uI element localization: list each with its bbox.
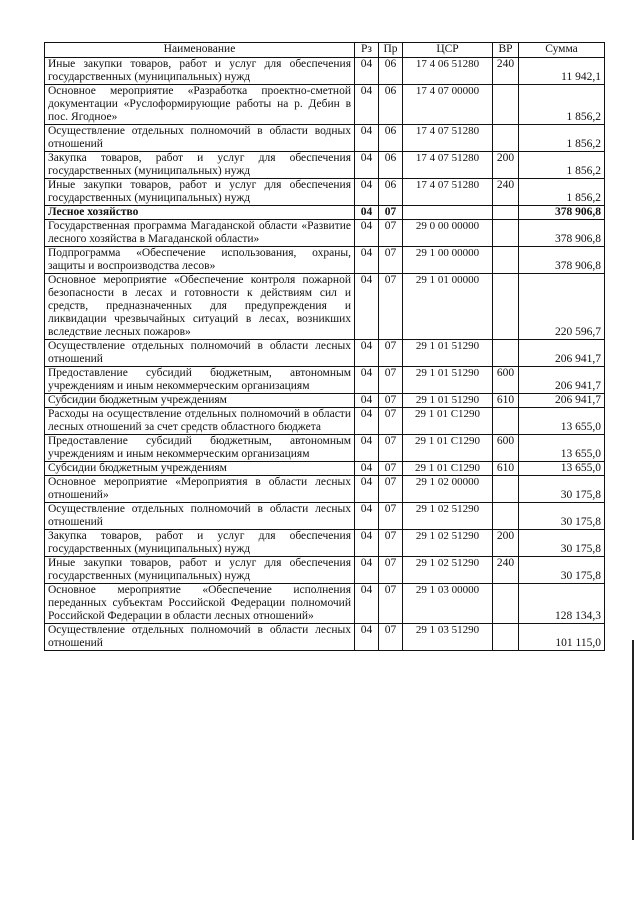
cell-pr: 07 xyxy=(379,340,403,367)
table-row xyxy=(45,435,605,462)
cell-sum: 30 175,8 xyxy=(519,557,605,584)
cell-sum: 30 175,8 xyxy=(519,503,605,530)
cell-rz: 04 xyxy=(355,58,379,85)
cell-csr: 17 4 07 51280 xyxy=(403,125,493,152)
cell-rz: 04 xyxy=(355,340,379,367)
cell-pr: 06 xyxy=(379,85,403,125)
cell-vr xyxy=(493,274,519,340)
cell-sum: 206 941,7 xyxy=(519,367,605,394)
cell-name: Предоставление субсидий бюджетным, автономным учреждениям и иным некоммерческим организациям xyxy=(45,435,355,462)
cell-name: Субсидии бюджетным учреждениям xyxy=(45,394,355,408)
cell-pr: 07 xyxy=(379,557,403,584)
table-row xyxy=(45,476,605,503)
cell-csr: 29 1 02 51290 xyxy=(403,530,493,557)
cell-name: Осуществление отдельных полномочий в области водных отношений xyxy=(45,125,355,152)
table-row xyxy=(45,125,605,152)
cell-csr: 29 1 01 51290 xyxy=(403,340,493,367)
cell-csr: 29 1 01 С1290 xyxy=(403,408,493,435)
cell-pr: 07 xyxy=(379,462,403,476)
table-body xyxy=(45,58,605,651)
cell-pr: 07 xyxy=(379,584,403,624)
table-row xyxy=(45,152,605,179)
budget-table-page xyxy=(44,42,604,651)
cell-csr: 29 0 00 00000 xyxy=(403,220,493,247)
table-row xyxy=(45,340,605,367)
cell-name: Закупка товаров, работ и услуг для обеспечения государственных (муниципальных) нужд xyxy=(45,530,355,557)
cell-pr: 07 xyxy=(379,503,403,530)
cell-sum: 13 655,0 xyxy=(519,435,605,462)
cell-sum: 1 856,2 xyxy=(519,125,605,152)
cell-vr xyxy=(493,220,519,247)
cell-name: Основное мероприятие «Разработка проектно-сметной документации «Руслоформирующие работы на р. Дебин в пос. Ягодное» xyxy=(45,85,355,125)
cell-name: Государственная программа Магаданской области «Развитие лесного хозяйства в Магаданской области» xyxy=(45,220,355,247)
cell-csr: 29 1 01 51290 xyxy=(403,367,493,394)
cell-csr: 17 4 07 51280 xyxy=(403,152,493,179)
cell-vr: 240 xyxy=(493,58,519,85)
cell-vr: 200 xyxy=(493,530,519,557)
cell-name: Иные закупки товаров, работ и услуг для обеспечения государственных (муниципальных) нужд xyxy=(45,179,355,206)
cell-csr xyxy=(403,206,493,220)
cell-vr xyxy=(493,503,519,530)
table-header-row xyxy=(45,43,605,58)
cell-rz: 04 xyxy=(355,206,379,220)
cell-sum: 13 655,0 xyxy=(519,408,605,435)
cell-sum: 206 941,7 xyxy=(519,340,605,367)
cell-csr: 17 4 06 51280 xyxy=(403,58,493,85)
cell-name: Подпрограмма «Обеспечение использования, охраны, защиты и воспроизводства лесов» xyxy=(45,247,355,274)
table-row xyxy=(45,624,605,651)
cell-sum: 30 175,8 xyxy=(519,476,605,503)
header-pr: Пр xyxy=(379,43,403,58)
cell-pr: 07 xyxy=(379,274,403,340)
cell-rz: 04 xyxy=(355,530,379,557)
header-csr: ЦСР xyxy=(403,43,493,58)
table-row xyxy=(45,557,605,584)
cell-rz: 04 xyxy=(355,247,379,274)
cell-sum: 1 856,2 xyxy=(519,179,605,206)
cell-rz: 04 xyxy=(355,584,379,624)
cell-vr: 610 xyxy=(493,462,519,476)
cell-csr: 29 1 01 51290 xyxy=(403,394,493,408)
cell-pr: 06 xyxy=(379,58,403,85)
cell-rz: 04 xyxy=(355,274,379,340)
cell-csr: 29 1 03 00000 xyxy=(403,584,493,624)
header-rz: Рз xyxy=(355,43,379,58)
cell-sum: 378 906,8 xyxy=(519,247,605,274)
cell-sum: 378 906,8 xyxy=(519,220,605,247)
cell-pr: 07 xyxy=(379,530,403,557)
table-row xyxy=(45,179,605,206)
cell-pr: 07 xyxy=(379,624,403,651)
cell-vr xyxy=(493,125,519,152)
cell-csr: 29 1 03 51290 xyxy=(403,624,493,651)
cell-name: Лесное хозяйство xyxy=(45,206,355,220)
cell-sum: 13 655,0 xyxy=(519,462,605,476)
cell-csr: 29 1 02 51290 xyxy=(403,503,493,530)
table-row xyxy=(45,367,605,394)
cell-vr: 200 xyxy=(493,152,519,179)
cell-rz: 04 xyxy=(355,394,379,408)
cell-name: Основное мероприятие «Обеспечение исполнения переданных субъектам Российской Федерации полномочий Российской Федерации в области лесных отношений» xyxy=(45,584,355,624)
cell-name: Предоставление субсидий бюджетным, автономным учреждениям и иным некоммерческим организациям xyxy=(45,367,355,394)
cell-sum: 1 856,2 xyxy=(519,152,605,179)
cell-rz: 04 xyxy=(355,462,379,476)
cell-rz: 04 xyxy=(355,152,379,179)
cell-pr: 06 xyxy=(379,125,403,152)
cell-pr: 06 xyxy=(379,152,403,179)
cell-sum: 378 906,8 xyxy=(519,206,605,220)
table-row xyxy=(45,206,605,220)
cell-name: Осуществление отдельных полномочий в области лесных отношений xyxy=(45,340,355,367)
cell-csr: 17 4 07 51280 xyxy=(403,179,493,206)
cell-vr xyxy=(493,408,519,435)
cell-name: Иные закупки товаров, работ и услуг для обеспечения государственных (муниципальных) нужд xyxy=(45,58,355,85)
cell-csr: 29 1 01 00000 xyxy=(403,274,493,340)
cell-csr: 29 1 00 00000 xyxy=(403,247,493,274)
cell-pr: 06 xyxy=(379,179,403,206)
cell-name: Закупка товаров, работ и услуг для обеспечения государственных (муниципальных) нужд xyxy=(45,152,355,179)
cell-name: Осуществление отдельных полномочий в области лесных отношений xyxy=(45,503,355,530)
cell-name: Основное мероприятие «Мероприятия в области лесных отношений» xyxy=(45,476,355,503)
cell-vr: 610 xyxy=(493,394,519,408)
cell-name: Основное мероприятие «Обеспечение контроля пожарной безопасности в лесах и готовности к действиям сил и средств, предназначенных для предупреждения и ликвидации чрезвычайных ситуаций в лесах, возникших вследствие лесных пожаров» xyxy=(45,274,355,340)
cell-rz: 04 xyxy=(355,476,379,503)
cell-vr xyxy=(493,85,519,125)
cell-rz: 04 xyxy=(355,408,379,435)
cell-csr: 29 1 02 51290 xyxy=(403,557,493,584)
table-row xyxy=(45,394,605,408)
cell-sum: 1 856,2 xyxy=(519,85,605,125)
header-sum: Сумма xyxy=(519,43,605,58)
scan-edge-line xyxy=(632,640,634,840)
cell-pr: 07 xyxy=(379,220,403,247)
budget-table xyxy=(44,42,605,651)
cell-csr: 29 1 01 С1290 xyxy=(403,435,493,462)
cell-vr: 240 xyxy=(493,557,519,584)
cell-rz: 04 xyxy=(355,125,379,152)
cell-csr: 29 1 02 00000 xyxy=(403,476,493,503)
cell-name: Расходы на осуществление отдельных полномочий в области лесных отношений за счет средств областного бюджета xyxy=(45,408,355,435)
cell-vr xyxy=(493,476,519,503)
cell-name: Субсидии бюджетным учреждениям xyxy=(45,462,355,476)
table-row xyxy=(45,530,605,557)
cell-pr: 07 xyxy=(379,367,403,394)
table-row xyxy=(45,220,605,247)
cell-csr: 17 4 07 00000 xyxy=(403,85,493,125)
cell-vr xyxy=(493,206,519,220)
cell-vr xyxy=(493,624,519,651)
table-row xyxy=(45,85,605,125)
cell-sum: 30 175,8 xyxy=(519,530,605,557)
cell-name: Осуществление отдельных полномочий в области лесных отношений xyxy=(45,624,355,651)
table-row xyxy=(45,408,605,435)
cell-sum: 101 115,0 xyxy=(519,624,605,651)
header-name: Наименование xyxy=(45,43,355,58)
cell-rz: 04 xyxy=(355,179,379,206)
cell-rz: 04 xyxy=(355,85,379,125)
cell-sum: 220 596,7 xyxy=(519,274,605,340)
cell-pr: 07 xyxy=(379,476,403,503)
cell-vr: 240 xyxy=(493,179,519,206)
cell-rz: 04 xyxy=(355,220,379,247)
cell-vr: 600 xyxy=(493,435,519,462)
table-row xyxy=(45,247,605,274)
cell-pr: 07 xyxy=(379,206,403,220)
cell-name: Иные закупки товаров, работ и услуг для обеспечения государственных (муниципальных) нужд xyxy=(45,557,355,584)
cell-vr xyxy=(493,584,519,624)
table-row xyxy=(45,58,605,85)
cell-rz: 04 xyxy=(355,503,379,530)
cell-vr xyxy=(493,247,519,274)
cell-sum: 128 134,3 xyxy=(519,584,605,624)
cell-pr: 07 xyxy=(379,435,403,462)
cell-rz: 04 xyxy=(355,624,379,651)
table-row xyxy=(45,274,605,340)
table-row xyxy=(45,584,605,624)
cell-vr xyxy=(493,340,519,367)
cell-rz: 04 xyxy=(355,435,379,462)
cell-pr: 07 xyxy=(379,408,403,435)
cell-pr: 07 xyxy=(379,247,403,274)
table-row xyxy=(45,462,605,476)
table-row xyxy=(45,503,605,530)
header-vr: ВР xyxy=(493,43,519,58)
cell-rz: 04 xyxy=(355,367,379,394)
cell-csr: 29 1 01 С1290 xyxy=(403,462,493,476)
cell-sum: 11 942,1 xyxy=(519,58,605,85)
cell-vr: 600 xyxy=(493,367,519,394)
cell-pr: 07 xyxy=(379,394,403,408)
cell-sum: 206 941,7 xyxy=(519,394,605,408)
cell-rz: 04 xyxy=(355,557,379,584)
